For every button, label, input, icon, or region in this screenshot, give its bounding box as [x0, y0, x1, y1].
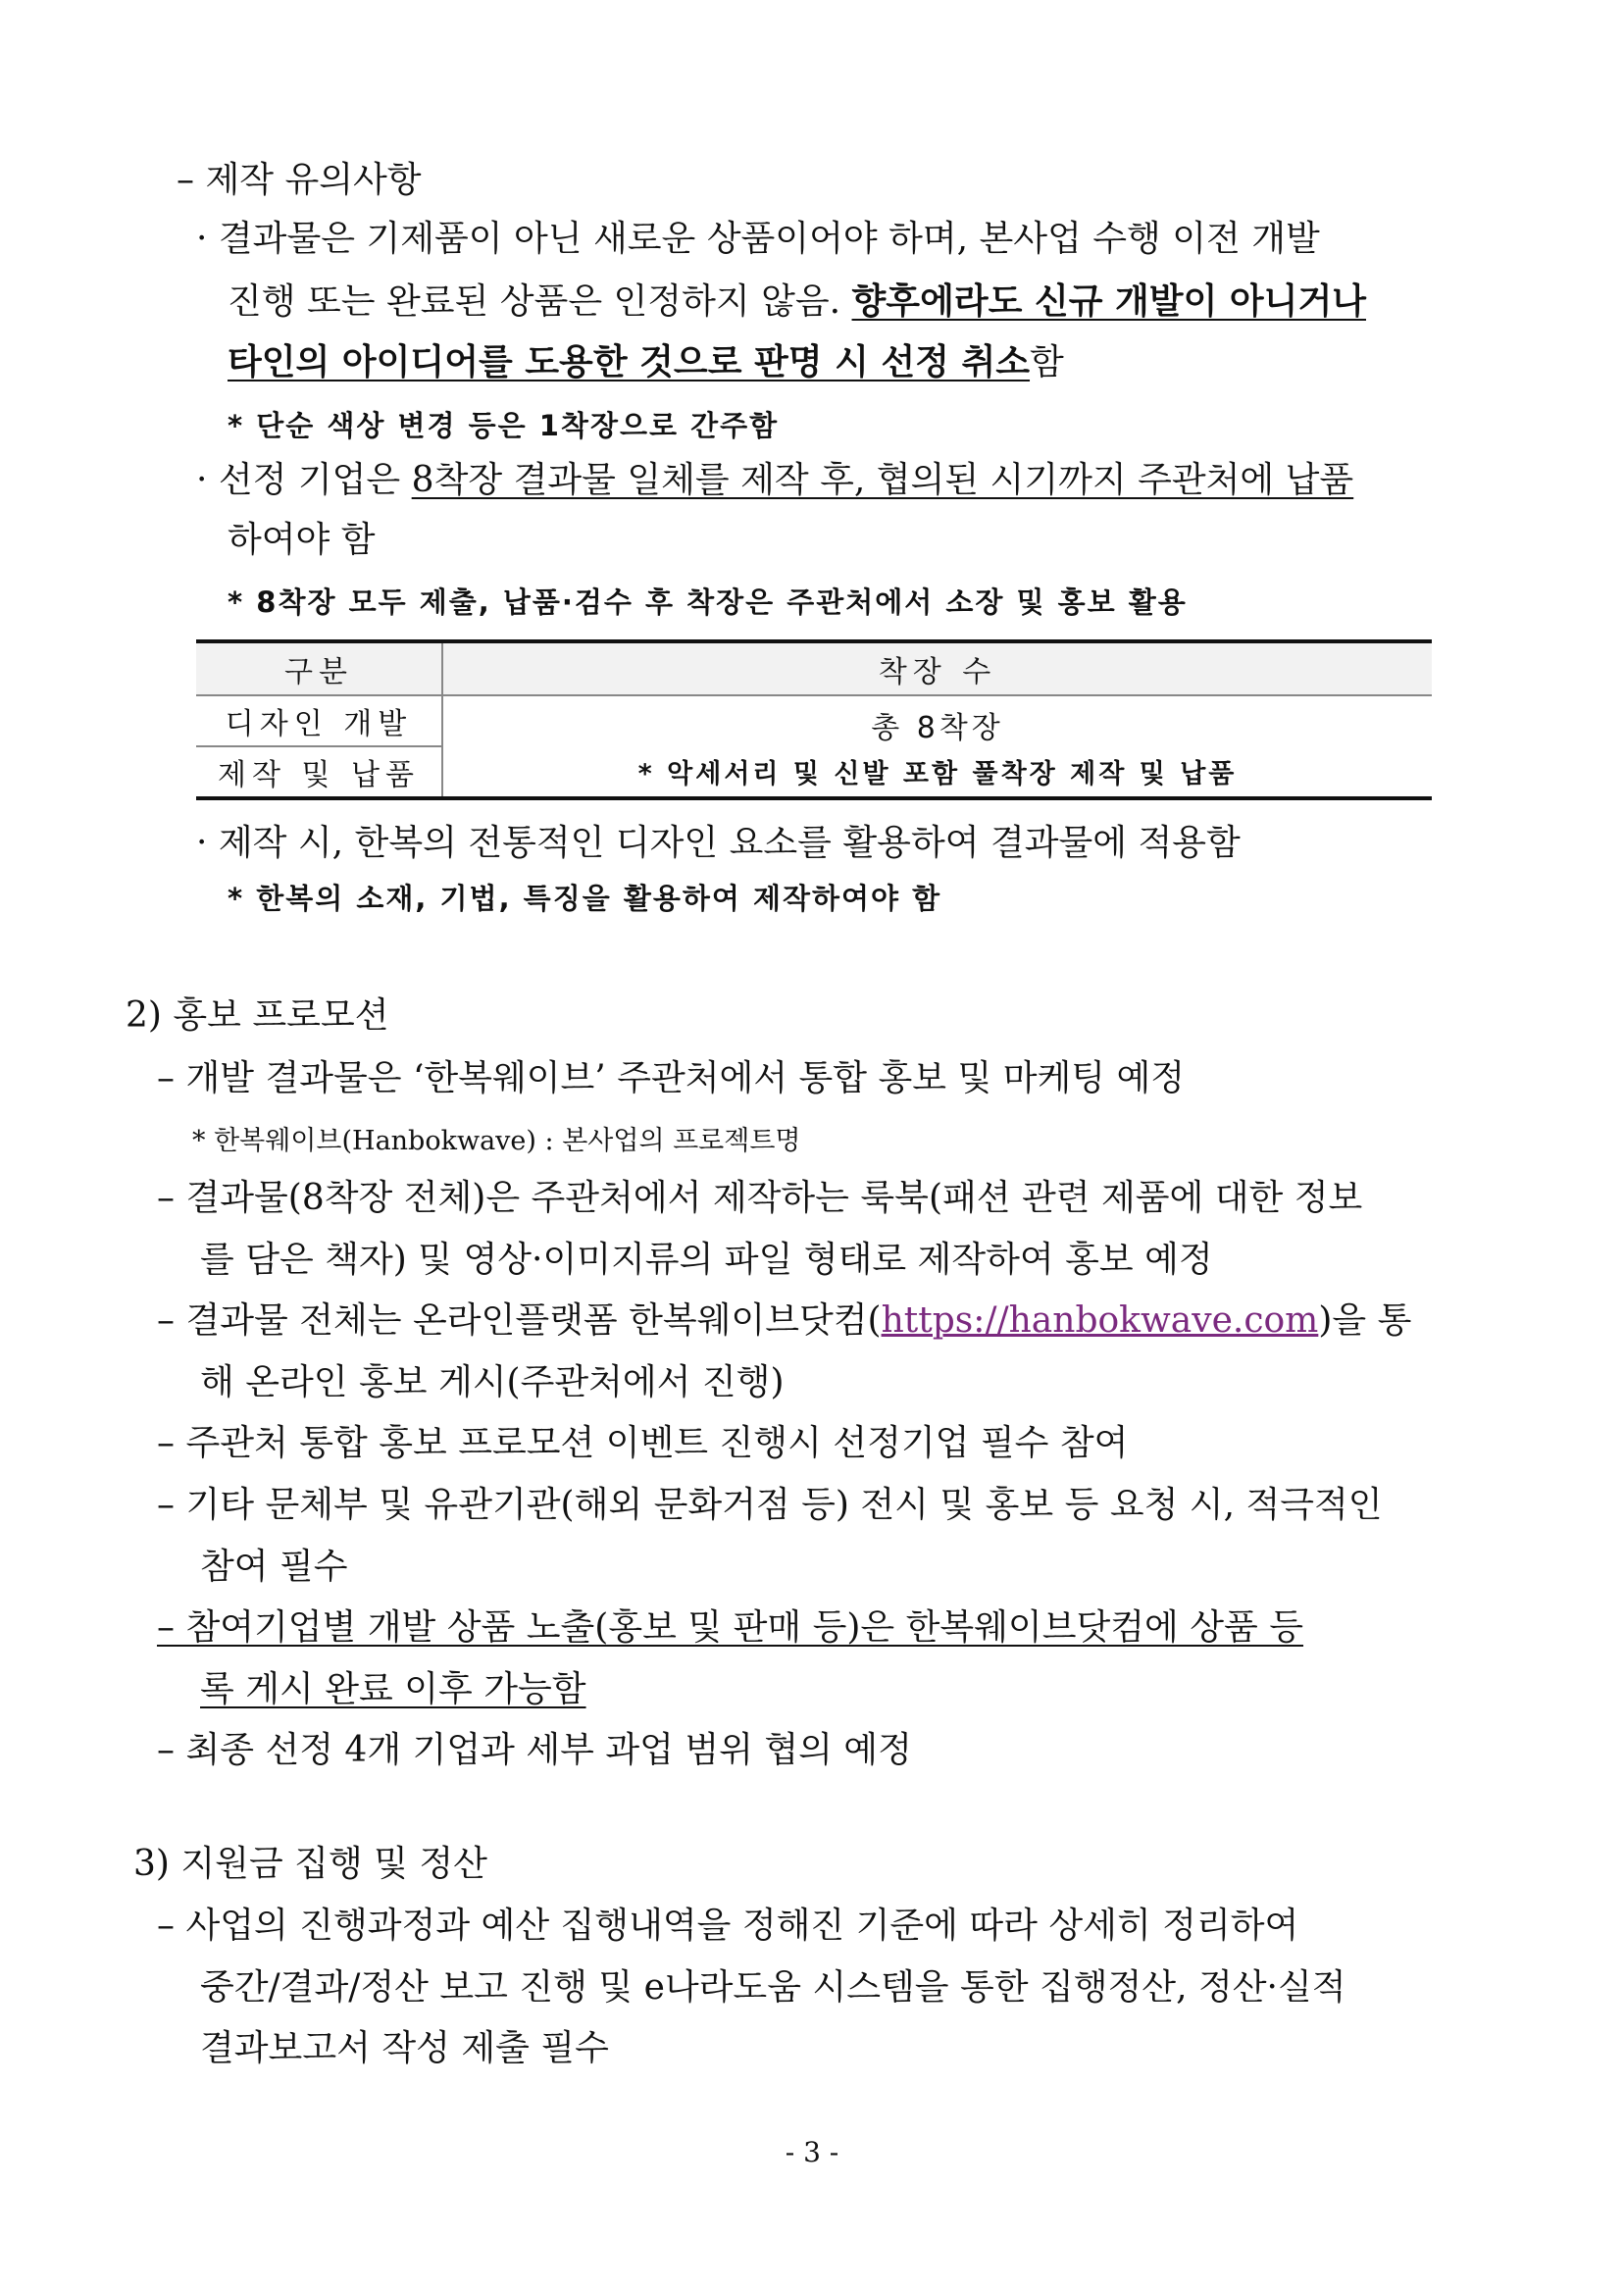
- table-value-main: 총 8착장: [871, 710, 1004, 745]
- table-row-production: 제작 및 납품: [218, 758, 420, 792]
- table-value-cell: [443, 696, 1432, 796]
- section3-item1-line1: – 사업의 진행과정과 예산 집행내역을 정해진 기준에 따라 상세히 정리하여: [157, 1906, 1299, 1946]
- notes-p1-line1: [196, 216, 1461, 263]
- table-category-cell: [196, 696, 443, 796]
- section2-item2-line2: 를 담은 책자) 및 영상·이미지류의 파일 형태로 제작하여 홍보 예정: [200, 1240, 1213, 1280]
- table-header-count: 착장 수: [878, 655, 997, 689]
- section3-title: 3) 지원금 집행 및 정산: [133, 1844, 487, 1884]
- table-header-category: 구분: [196, 643, 443, 694]
- section2-item3-line1: [157, 1297, 1411, 1345]
- section2-item6-line2: 록 게시 완료 이후 가능함: [200, 1669, 586, 1709]
- table-body-row: [196, 696, 1432, 796]
- notes-p3: · 제작 시, 한복의 전통적인 디자인 요소를 활용하여 결과물에 적용함: [196, 823, 1241, 863]
- section2-title: 2) 홍보 프로모션: [126, 995, 389, 1036]
- notes-note1: * 단순 색상 변경 등은 1착장으로 간주함: [228, 409, 780, 442]
- section2-item1: – 개발 결과물은 ‘한복웨이브’ 주관처에서 통합 홍보 및 마케팅 예정: [157, 1058, 1186, 1098]
- notes-p2-line1: [196, 457, 1353, 504]
- notes-p2-line1-emphasis: 8착장 결과물 일체를 제작 후, 협의된 시기까지 주관처에 납품: [411, 460, 1354, 500]
- section2-item7: – 최종 선정 4개 기업과 세부 과업 범위 협의 예정: [157, 1730, 912, 1770]
- section2-item2-line1-text: – 결과물(8착장 전체)은 주관처에서 제작하는 룩북(패션 관련 제품에 대한 정보: [157, 1178, 1363, 1218]
- table-value-sub: * 악세서리 및 신발 포함 풀착장 제작 및 납품: [637, 758, 1238, 789]
- section2-item3-line1-tail: )을 통: [1318, 1300, 1412, 1341]
- page-number: - 3 -: [785, 2136, 839, 2168]
- notes-p1-line3-emphasis: 타인의 아이디어를 도용한 것으로 판명 시 선정 취소: [228, 341, 1031, 382]
- notes-note3: * 한복의 소재, 기법, 특징을 활용하여 제작하여야 함: [228, 882, 942, 915]
- notes-p1-line2: [228, 278, 1366, 326]
- section2-item3-line2: 해 온라인 홍보 게시(주관처에서 진행): [200, 1362, 785, 1402]
- notes-p1-line2-emphasis: 향후에라도 신규 개발이 아니거나: [851, 280, 1366, 322]
- section2-item3-line1-text: – 결과물 전체는 온라인플랫폼 한복웨이브닷컴(: [157, 1300, 882, 1341]
- notes-p1-line3-tail: 함: [1030, 342, 1064, 382]
- notes-p2-line2: 하여야 함: [228, 520, 376, 560]
- section3-item1-line2: 중간/결과/정산 보고 진행 및 e나라도움 시스템을 통한 집행정산, 정산·실적: [200, 1967, 1346, 2008]
- notes-note2: * 8착장 모두 제출, 납품·검수 후 착장은 주관처에서 소장 및 홍보 활용: [228, 585, 1188, 619]
- section2-item1-note: * 한복웨이브(Hanbokwave) : 본사업의 프로젝트명: [192, 1126, 801, 1156]
- table-header-row: [196, 643, 1432, 696]
- hanbokwave-link[interactable]: https://hanbokwave.com: [881, 1300, 1319, 1341]
- table-row-design: 디자인 개발: [196, 696, 441, 747]
- notes-p2-line1-text: · 선정 기업은: [196, 460, 401, 500]
- section2-item4: – 주관처 통합 홍보 프로모션 이벤트 진행시 선정기업 필수 참여: [157, 1423, 1129, 1463]
- section2-item5-line2: 참여 필수: [200, 1547, 348, 1587]
- section3-item1-line3: 결과보고서 작성 제출 필수: [200, 2028, 609, 2068]
- notes-p1-line2-text: 진행 또는 완료된 상품은 인정하지 않음.: [228, 281, 841, 322]
- section2-item2-line1: [157, 1175, 1453, 1222]
- notes-heading: – 제작 유의사항: [177, 160, 422, 200]
- notes-p1-line3: [228, 338, 1064, 386]
- section2-item5-line1: – 기타 문체부 및 유관기관(해외 문화거점 등) 전시 및 홍보 등 요청 시, 적극적인: [157, 1485, 1383, 1525]
- section2-item6-line1: – 참여기업별 개발 상품 노출(홍보 및 판매 등)은 한복웨이브닷컴에 상품 등: [157, 1607, 1304, 1648]
- notes-p1-line1-text: · 결과물은 기제품이 아닌 새로운 상품이어야 하며, 본사업 수행 이전 개발: [196, 219, 1320, 259]
- outfit-table: [196, 639, 1432, 800]
